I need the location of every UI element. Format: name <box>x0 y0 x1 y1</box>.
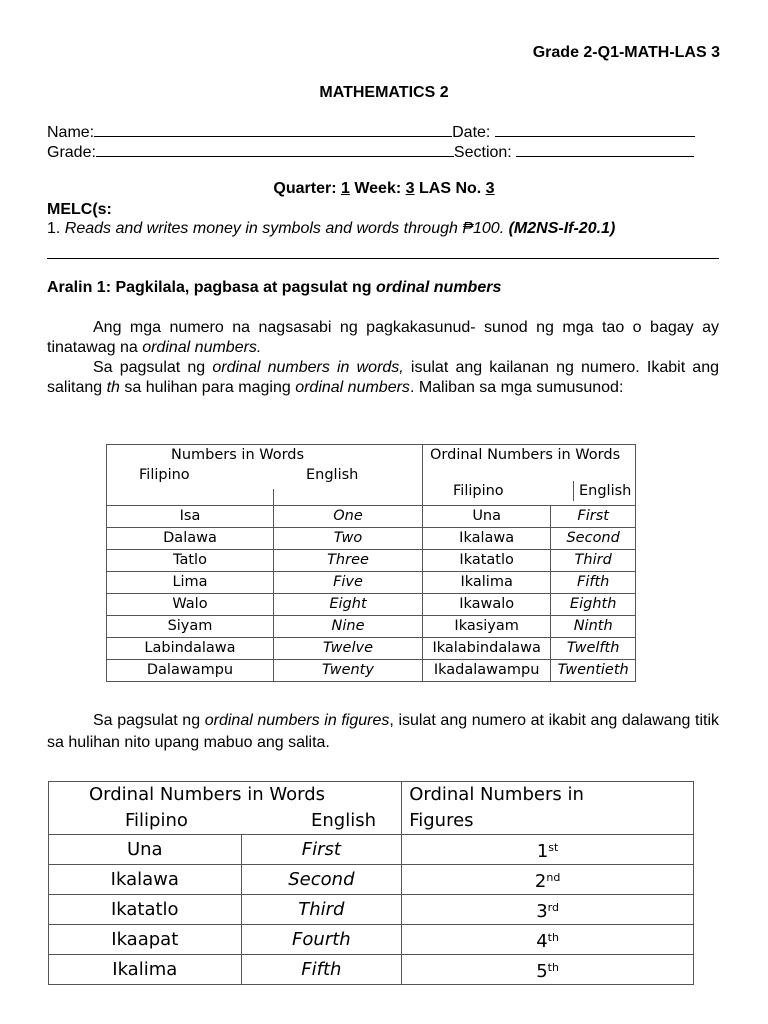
table-row <box>107 572 636 594</box>
paragraph-3-italic-b: ordinal numbers in figures <box>204 712 390 729</box>
ordinal-figures-header-line2: Figures <box>409 810 474 831</box>
ordinal-english-cell: Second <box>551 528 636 550</box>
paragraph-2-text-g: . Maliban sa mga sumusunod: <box>409 379 624 396</box>
ordinal-filipino-cell: Ikawalo <box>423 594 551 616</box>
english-subheader: English <box>311 810 376 831</box>
filipino-cell: Dalawa <box>107 528 274 550</box>
table-group-header <box>423 445 636 506</box>
filipino-cell: Labindalawa <box>107 638 274 660</box>
table-row <box>107 550 636 572</box>
ordinal-figures-table <box>48 781 694 985</box>
filipino-cell: Una <box>49 835 242 865</box>
figure-number: 4 <box>536 931 548 952</box>
table-row <box>49 895 694 925</box>
paragraph-3 <box>47 710 719 754</box>
paragraph-1-text: Ang mga numero na nagsasabi ng pagkakasunud- sunod ng mga tao o bagay ay tinatawag na <box>47 319 719 356</box>
ordinal-english-cell: Eighth <box>551 594 636 616</box>
filipino-cell: Isa <box>107 506 274 528</box>
quarter-value: 1 <box>340 180 350 197</box>
table-row <box>107 594 636 616</box>
table-row <box>49 955 694 985</box>
english-cell: Twenty <box>274 660 423 682</box>
table-row <box>49 835 694 865</box>
figure-suffix: th <box>547 931 559 944</box>
grade-field[interactable] <box>96 142 454 157</box>
ordinal-words-table <box>106 444 636 682</box>
figure-suffix: st <box>548 841 559 854</box>
english-cell: One <box>274 506 423 528</box>
ordinal-filipino-cell: Una <box>423 506 551 528</box>
quarter-line <box>0 180 768 198</box>
name-field[interactable] <box>94 122 452 137</box>
lesson-title-italic: ordinal numbers <box>376 279 502 296</box>
ordinal-figures-header-line1: Ordinal Numbers in <box>409 784 584 805</box>
ordinal-filipino-cell: Ikatatlo <box>423 550 551 572</box>
paragraph-3-text-c: , isulat ang numero at ikabit ang dalawang titik sa hulihan nito upang mabuo ang salita. <box>47 712 719 751</box>
las-value: 3 <box>485 180 495 197</box>
table-row <box>107 638 636 660</box>
filipino-cell: Ikalawa <box>49 865 242 895</box>
lesson-title <box>47 279 501 297</box>
filipino-cell: Ikatatlo <box>49 895 242 925</box>
ordinal-filipino-cell: Ikasiyam <box>423 616 551 638</box>
ordinal-filipino-cell: Ikadalawampu <box>423 660 551 682</box>
grade-section-row <box>47 142 694 162</box>
figure-suffix: th <box>547 961 559 974</box>
ordinal-english-cell: Twelfth <box>551 638 636 660</box>
las-label: LAS No. <box>419 180 482 197</box>
english-cell: Eight <box>274 594 423 616</box>
ordinal-english-subheader: English <box>573 481 631 501</box>
filipino-subheader-cell <box>107 467 274 506</box>
paragraph-2-italic-f: ordinal numbers <box>295 379 410 396</box>
paragraph-2-italic-d: th <box>106 379 120 396</box>
english-cell: Second <box>241 865 402 895</box>
table-header-row <box>49 782 694 835</box>
ordinal-english-cell: First <box>551 506 636 528</box>
paragraph-2-text-e: sa hulihan para maging <box>124 379 291 396</box>
english-cell: Three <box>274 550 423 572</box>
figure-number: 1 <box>536 841 549 862</box>
table-row <box>49 925 694 955</box>
figure-suffix: rd <box>547 901 559 914</box>
paragraph-1 <box>47 318 719 358</box>
date-field[interactable] <box>495 122 695 137</box>
english-cell: Two <box>274 528 423 550</box>
english-cell: Twelve <box>274 638 423 660</box>
figure-cell <box>402 835 694 865</box>
paragraph-3-text-a: Sa pagsulat ng <box>93 712 201 729</box>
melc-item <box>47 220 615 238</box>
melc-item-number: 1. <box>47 220 61 237</box>
english-subheader-cell <box>274 467 423 506</box>
english-cell: Five <box>274 572 423 594</box>
paragraph-1-italic: ordinal numbers. <box>142 339 262 356</box>
section-field[interactable] <box>516 142 694 157</box>
table-row <box>107 528 636 550</box>
figure-number: 3 <box>536 901 548 922</box>
paragraph-2 <box>47 358 719 398</box>
filipino-cell: Ikalima <box>49 955 242 985</box>
figure-suffix: nd <box>546 871 561 884</box>
ordinal-filipino-cell: Ikalabindalawa <box>423 638 551 660</box>
paragraph-2-text-a: Sa pagsulat ng <box>93 359 206 376</box>
filipino-cell: Walo <box>107 594 274 616</box>
quarter-label: Quarter: <box>273 180 337 197</box>
table-row <box>107 616 636 638</box>
week-label: Week: <box>354 180 402 197</box>
table-row <box>49 865 694 895</box>
melc-heading: MELC(s: <box>47 201 112 218</box>
english-cell: Fifth <box>241 955 402 985</box>
filipino-subheader: Filipino <box>139 467 190 483</box>
table-row <box>107 506 636 528</box>
english-subheader: English <box>306 467 359 483</box>
melc-item-text: Reads and writes money in symbols and words through ₱100. <box>64 220 505 237</box>
figures-header-cell <box>402 782 694 835</box>
ordinal-filipino-cell: Ikalawa <box>423 528 551 550</box>
figure-number: 2 <box>534 871 547 892</box>
paragraph-2-italic-b: ordinal numbers in words, <box>212 359 404 376</box>
week-value: 3 <box>405 180 415 197</box>
document-code: Grade 2-Q1-MATH-LAS 3 <box>532 44 720 61</box>
ordinal-filipino-cell: Ikalima <box>423 572 551 594</box>
ordinal-numbers-in-words-header: Ordinal Numbers in Words <box>430 447 621 463</box>
subject-title: MATHEMATICS 2 <box>319 84 449 101</box>
figure-cell <box>402 955 694 985</box>
english-cell: Nine <box>274 616 423 638</box>
english-cell: First <box>241 835 402 865</box>
filipino-subheader: Filipino <box>125 810 188 831</box>
grade-label: Grade: <box>47 144 96 161</box>
section-label: Section: <box>453 144 512 161</box>
melc-item-code: (M2NS-If-20.1) <box>508 220 616 237</box>
english-cell: Third <box>241 895 402 925</box>
section-divider <box>47 258 719 259</box>
table-row <box>107 660 636 682</box>
date-label: Date: <box>452 124 491 141</box>
ordinal-english-cell: Ninth <box>551 616 636 638</box>
filipino-cell: Tatlo <box>107 550 274 572</box>
lesson-title-text: Aralin 1: Pagkilala, pagbasa at pagsulat ng <box>47 279 372 296</box>
name-date-row <box>47 122 695 142</box>
ordinal-english-cell: Third <box>551 550 636 572</box>
filipino-cell: Dalawampu <box>107 660 274 682</box>
figure-number: 5 <box>536 961 548 982</box>
filipino-cell: Ikaapat <box>49 925 242 955</box>
figure-cell <box>402 895 694 925</box>
figure-cell <box>402 925 694 955</box>
filipino-cell: Lima <box>107 572 274 594</box>
name-label: Name: <box>47 124 95 141</box>
ordinal-english-cell: Twentieth <box>551 660 636 682</box>
filipino-cell: Siyam <box>107 616 274 638</box>
english-cell: Fourth <box>241 925 402 955</box>
figure-cell <box>402 865 694 895</box>
numbers-in-words-header: Numbers in Words <box>171 447 305 463</box>
ordinal-numbers-in-words-header: Ordinal Numbers in Words <box>89 784 326 805</box>
ordinal-filipino-subheader: Filipino <box>453 483 504 499</box>
paragraph-2-text-c: isulat ang kailanan ng numero. Ikabit ang salitang <box>47 359 720 396</box>
table-group-header <box>49 782 402 835</box>
ordinal-english-cell: Fifth <box>551 572 636 594</box>
